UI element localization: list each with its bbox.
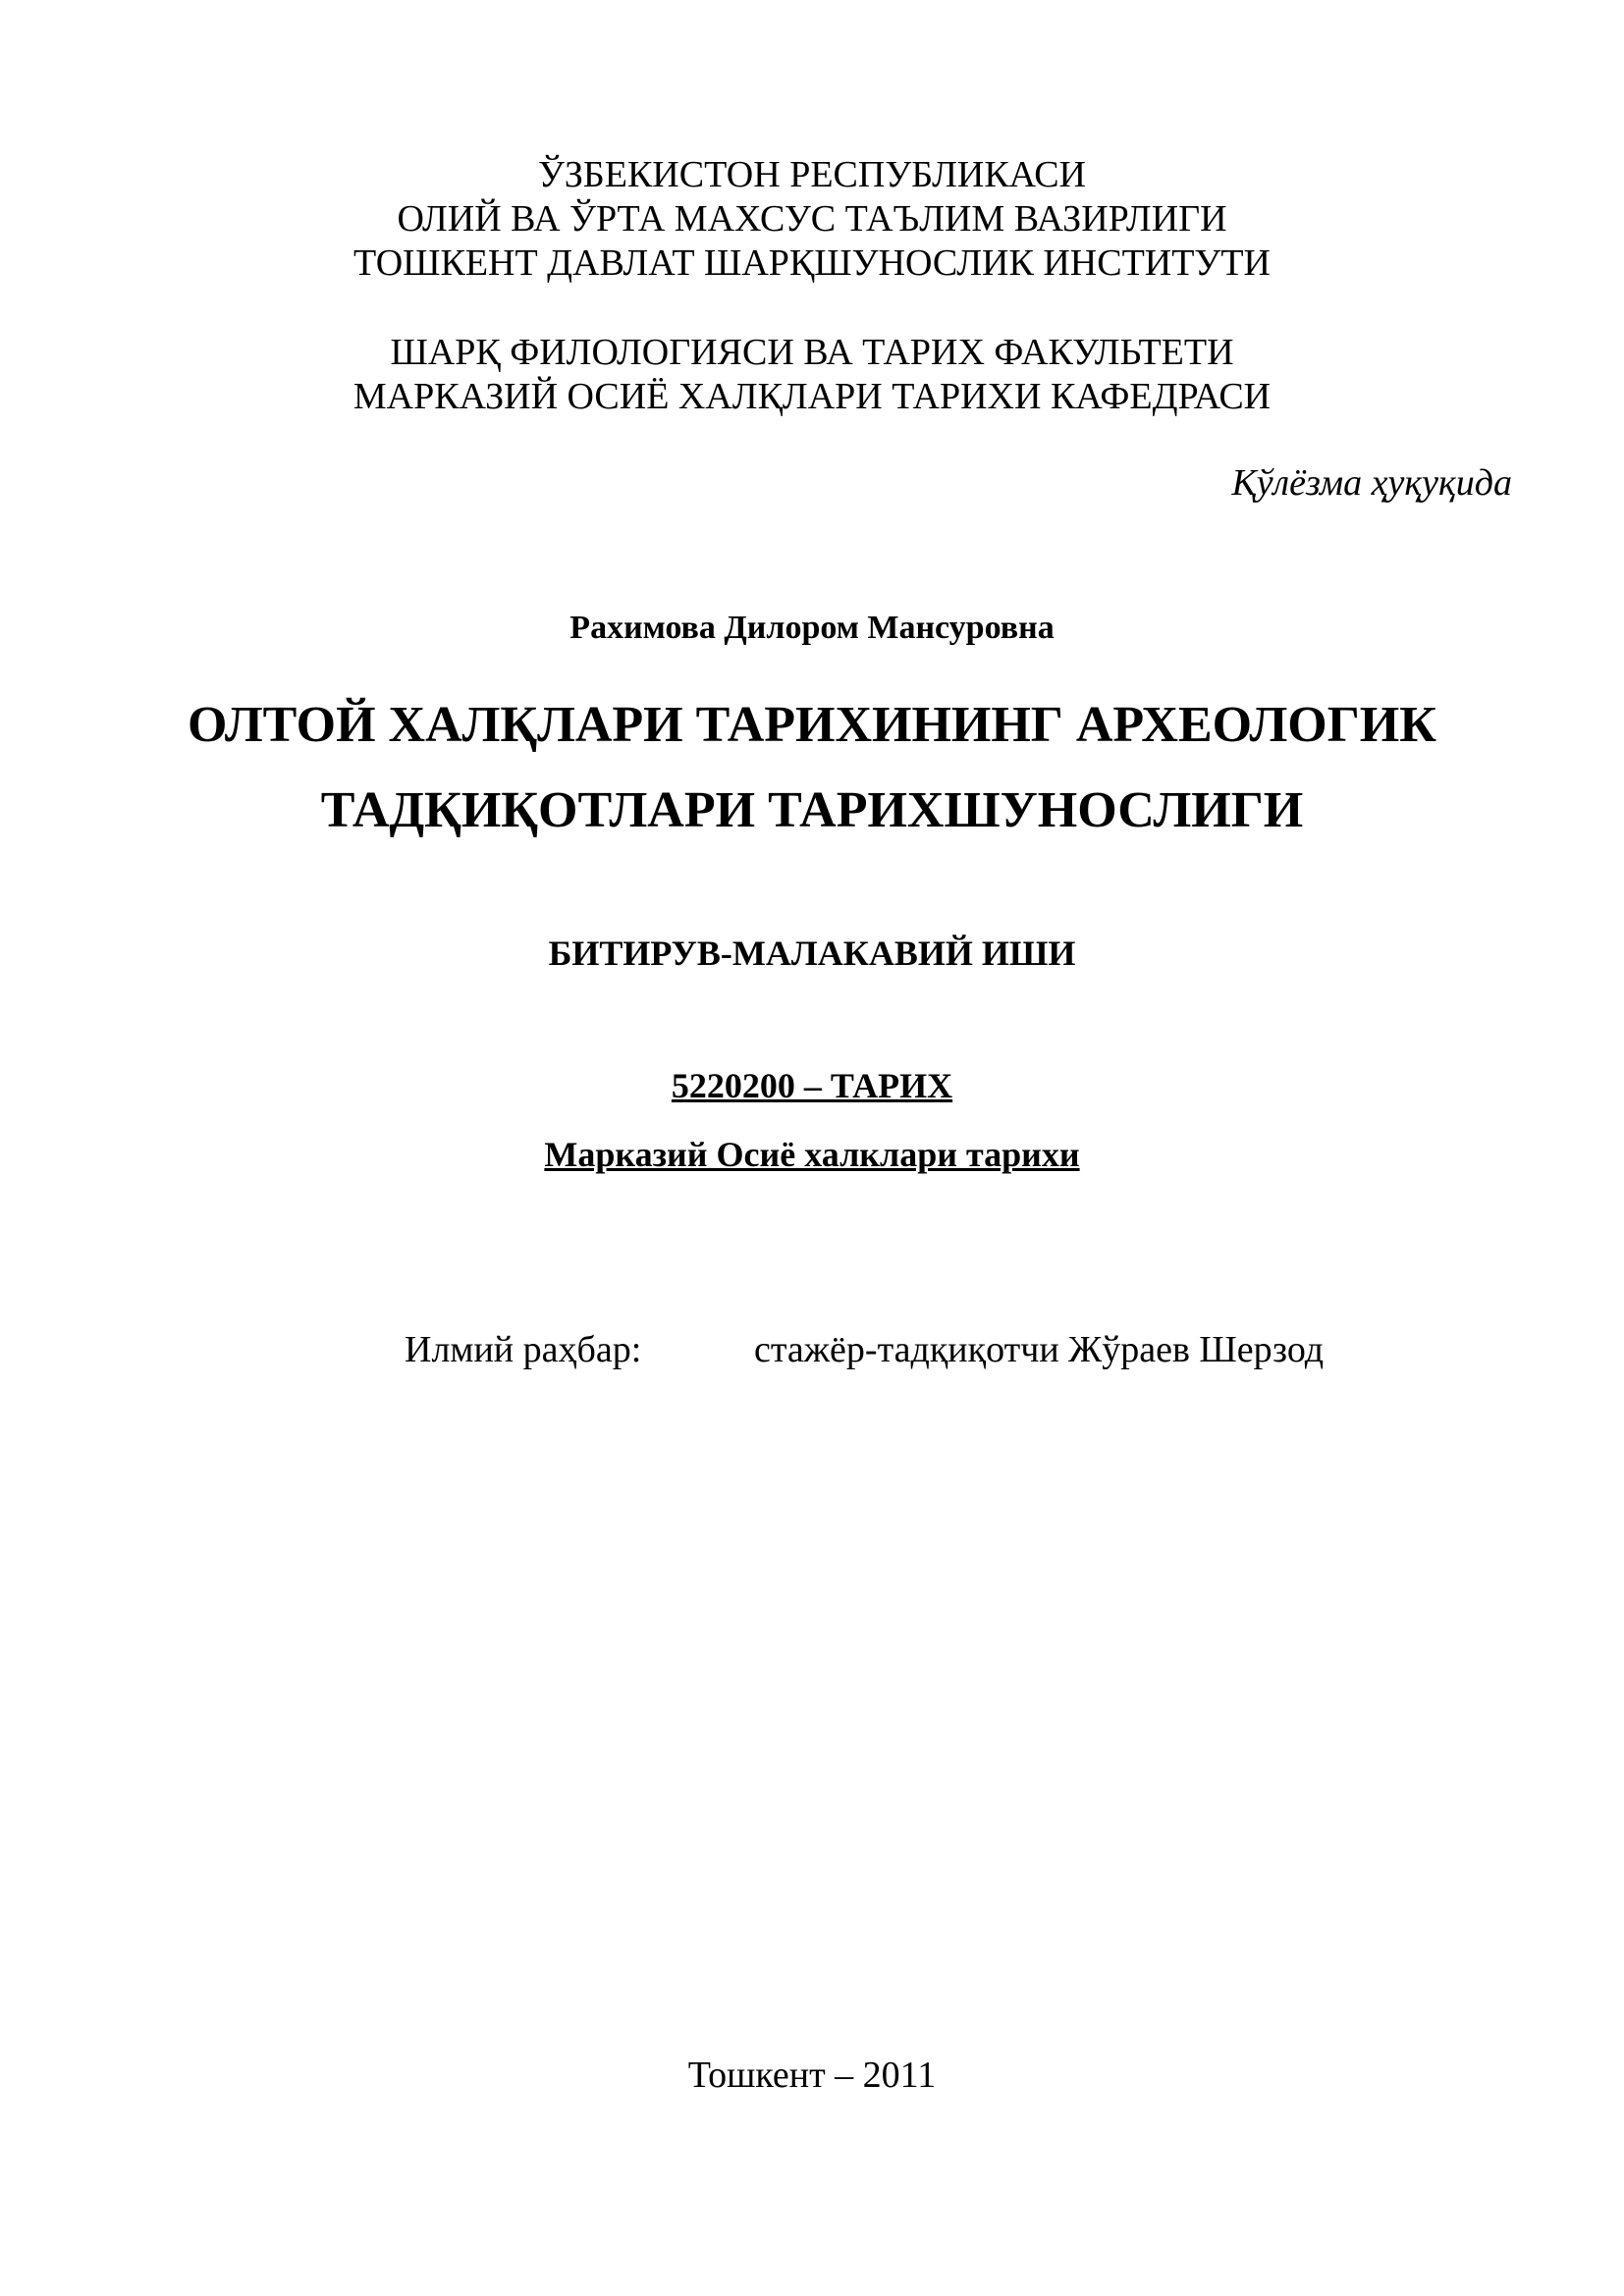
header-department: МАРКАЗИЙ ОСИЁ ХАЛҚЛАРИ ТАРИХИ КАФЕДРАСИ [352, 376, 1272, 417]
author-name: Рахимова Дилором Мансуровна [569, 610, 1055, 646]
specialty-name: Марказий Осиё халклари тарихи [544, 1135, 1080, 1174]
header-faculty: ШАРҚ ФИЛОЛОГИЯСИ ВА ТАРИХ ФАКУЛЬТЕТИ [390, 332, 1234, 373]
thesis-title-line-2: ТАДҚИҚОТЛАРИ ТАРИХШУНОСЛИГИ [320, 782, 1304, 838]
supervisor-name: стажёр-тадқиқотчи Жўраев Шерзод [754, 1329, 1325, 1370]
manuscript-note: Қўлёзма ҳуқуқида [1231, 462, 1512, 504]
specialty-code: 5220200 – ТАРИХ [671, 1066, 953, 1105]
thesis-title-line-1: ОЛТОЙ ХАЛҚЛАРИ ТАРИХИНИНГ АРХЕОЛОГИК [188, 697, 1436, 753]
header-institute: ТОШКЕНТ ДАВЛАТ ШАРҚШУНОСЛИК ИНСТИТУТИ [352, 242, 1271, 284]
header-republic: ЎЗБЕКИСТОН РЕСПУБЛИКАСИ [537, 154, 1086, 195]
header-ministry: ОЛИЙ ВА ЎРТА МАХСУС ТАЪЛИМ ВАЗИРЛИГИ [397, 198, 1227, 240]
supervisor-label: Илмий раҳбар: [405, 1329, 642, 1370]
place-and-year: Тошкент – 2011 [687, 2055, 937, 2096]
work-type: БИТИРУВ-МАЛАКАВИЙ ИШИ [548, 934, 1076, 973]
